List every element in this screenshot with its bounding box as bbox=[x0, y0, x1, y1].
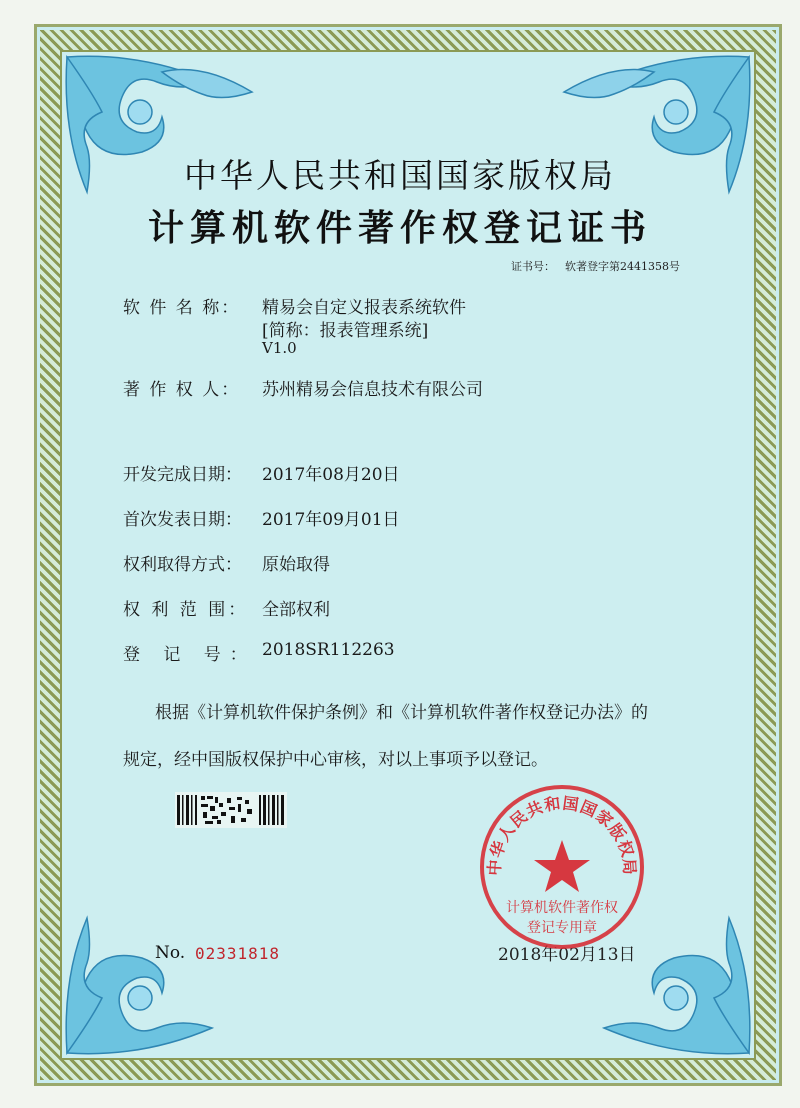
registration-number-value: 2018SR112263 bbox=[262, 640, 395, 660]
software-short-name: [简称：报表管理系统] bbox=[262, 321, 429, 341]
seal-arc-text: 中华人民共和国国家版权局 bbox=[484, 793, 640, 877]
seal-line-2: 登记专用章 bbox=[527, 920, 597, 936]
statement-line-1: 根据《计算机软件保护条例》和《计算机软件著作权登记办法》的 bbox=[155, 703, 648, 723]
issuer-title: 中华人民共和国国家版权局 bbox=[184, 156, 616, 195]
certificate-number-label: 证书号： bbox=[511, 260, 555, 273]
rights-acquisition-value: 原始取得 bbox=[262, 555, 330, 575]
copyright-owner-label: 著 作 权 人： bbox=[123, 380, 241, 400]
first-publication-date-value: 2017年09月01日 bbox=[262, 510, 400, 530]
dev-completion-date-value: 2017年08月20日 bbox=[262, 465, 400, 485]
software-name-value: 精易会自定义报表系统软件 bbox=[262, 298, 466, 318]
registration-number-label: 登 记 号： bbox=[123, 645, 256, 665]
first-publication-date-label: 首次发表日期： bbox=[123, 510, 242, 530]
seal-line-1: 计算机软件著作权 bbox=[506, 900, 618, 916]
barcode-icon bbox=[175, 792, 287, 828]
rights-scope-label: 权 利 范 围： bbox=[123, 600, 249, 620]
bottom-left-ornament bbox=[62, 898, 262, 1058]
statement-line-2: 规定，经中国版权保护中心审核，对以上事项予以登记。 bbox=[123, 750, 548, 770]
serial-number-label: No. bbox=[155, 943, 186, 963]
copyright-owner-value: 苏州精易会信息技术有限公司 bbox=[262, 380, 483, 400]
issue-date: 2018年02月13日 bbox=[498, 945, 636, 965]
rights-acquisition-label: 权利取得方式： bbox=[123, 555, 242, 575]
certificate-title: 计算机软件著作权登记证书 bbox=[147, 207, 652, 249]
software-name-label: 软 件 名 称： bbox=[123, 298, 241, 318]
serial-number-value: 02331818 bbox=[195, 944, 281, 963]
dev-completion-date-label: 开发完成日期： bbox=[123, 465, 242, 485]
rights-scope-value: 全部权利 bbox=[262, 600, 330, 620]
official-seal bbox=[477, 782, 647, 952]
certificate-number bbox=[511, 258, 680, 274]
certificate-number-value: 软著登字第2441358号 bbox=[565, 260, 680, 273]
software-version: V1.0 bbox=[262, 339, 297, 357]
seal-star-icon bbox=[534, 840, 590, 892]
